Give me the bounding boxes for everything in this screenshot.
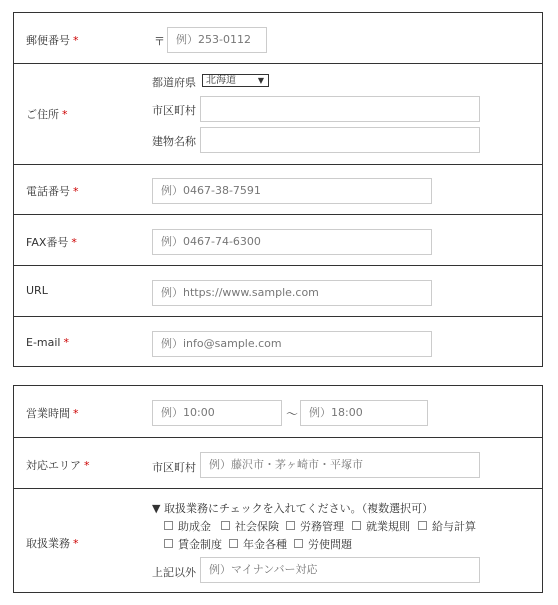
row-email [14, 316, 542, 367]
dropdown-arrow-icon: ▼ [257, 76, 264, 85]
checkbox-work-rules[interactable]: 就業規則 [352, 518, 410, 534]
hours-from-input[interactable]: 例）10:00 [152, 400, 282, 426]
hours-to-input[interactable]: 例）18:00 [300, 400, 428, 426]
fax-input[interactable]: 例）0467-74-6300 [152, 229, 432, 255]
prefecture-label: 都道府県 [152, 76, 196, 89]
row-business [14, 488, 542, 593]
checkbox-labor-issues[interactable]: 労使問題 [294, 536, 352, 552]
required-mark: * [71, 236, 77, 249]
url-label: URL [26, 284, 48, 297]
address-label: ご住所 * [26, 108, 68, 121]
tel-label: 電話番号 * [26, 185, 79, 198]
fax-label: FAX番号 * [26, 236, 77, 249]
area-label: 対応エリア * [26, 459, 90, 472]
checkbox-payroll[interactable]: 給与計算 [418, 518, 476, 534]
checkbox-icon [221, 521, 230, 530]
city-label: 市区町村 [152, 104, 196, 117]
checkbox-social-insurance[interactable]: 社会保険 [221, 518, 279, 534]
other-business-input[interactable]: 例）マイナンバー対応 [200, 557, 480, 583]
city-input[interactable] [200, 96, 480, 122]
hours-label: 営業時間 * [26, 407, 79, 420]
checkbox-wage-system[interactable]: 賃金制度 [164, 536, 222, 552]
area-input[interactable]: 例）藤沢市・茅ヶ崎市・平塚市 [200, 452, 480, 478]
checkbox-icon [164, 521, 173, 530]
prefecture-select[interactable]: 北海道 ▼ [202, 74, 269, 87]
checkbox-icon [352, 521, 361, 530]
required-mark: * [73, 537, 79, 550]
row-hours [14, 386, 542, 437]
required-mark: * [84, 459, 90, 472]
row-fax [14, 214, 542, 265]
required-mark: * [73, 407, 79, 420]
checkbox-icon [286, 521, 295, 530]
row-url [14, 265, 542, 316]
contact-table [13, 12, 543, 367]
email-input[interactable]: 例）info@sample.com [152, 331, 432, 357]
hours-tilde: ～ [286, 407, 299, 421]
building-label: 建物名称 [152, 135, 196, 148]
required-mark: * [73, 34, 79, 47]
required-mark: * [62, 108, 68, 121]
postal-code-input[interactable]: 例）253-0112 [167, 27, 267, 53]
required-mark: * [63, 336, 69, 349]
business-label: 取扱業務 * [26, 537, 79, 550]
area-city-label: 市区町村 [152, 461, 196, 474]
row-tel [14, 164, 542, 214]
business-instruction: ▼ 取扱業務にチェックを入れてください。（複数選択可） [152, 502, 434, 515]
checkbox-icon [229, 539, 238, 548]
postal-code-label: 郵便番号 * [26, 34, 79, 47]
checkbox-icon [164, 539, 173, 548]
row-address [14, 63, 542, 164]
checkbox-subsidy[interactable]: 助成金 [164, 518, 211, 534]
tel-input[interactable]: 例）0467-38-7591 [152, 178, 432, 204]
postal-prefix: 〒 [154, 35, 165, 48]
business-table [13, 385, 543, 593]
checkbox-labor-management[interactable]: 労務管理 [286, 518, 344, 534]
checkbox-icon [418, 521, 427, 530]
building-input[interactable] [200, 127, 480, 153]
checkbox-icon [294, 539, 303, 548]
other-label: 上記以外 [152, 566, 196, 579]
row-area [14, 437, 542, 488]
row-postal-code [14, 13, 542, 63]
checkbox-pension[interactable]: 年金各種 [229, 536, 287, 552]
url-input[interactable]: 例）https://www.sample.com [152, 280, 432, 306]
email-label: E-mail * [26, 336, 69, 349]
required-mark: * [73, 185, 79, 198]
